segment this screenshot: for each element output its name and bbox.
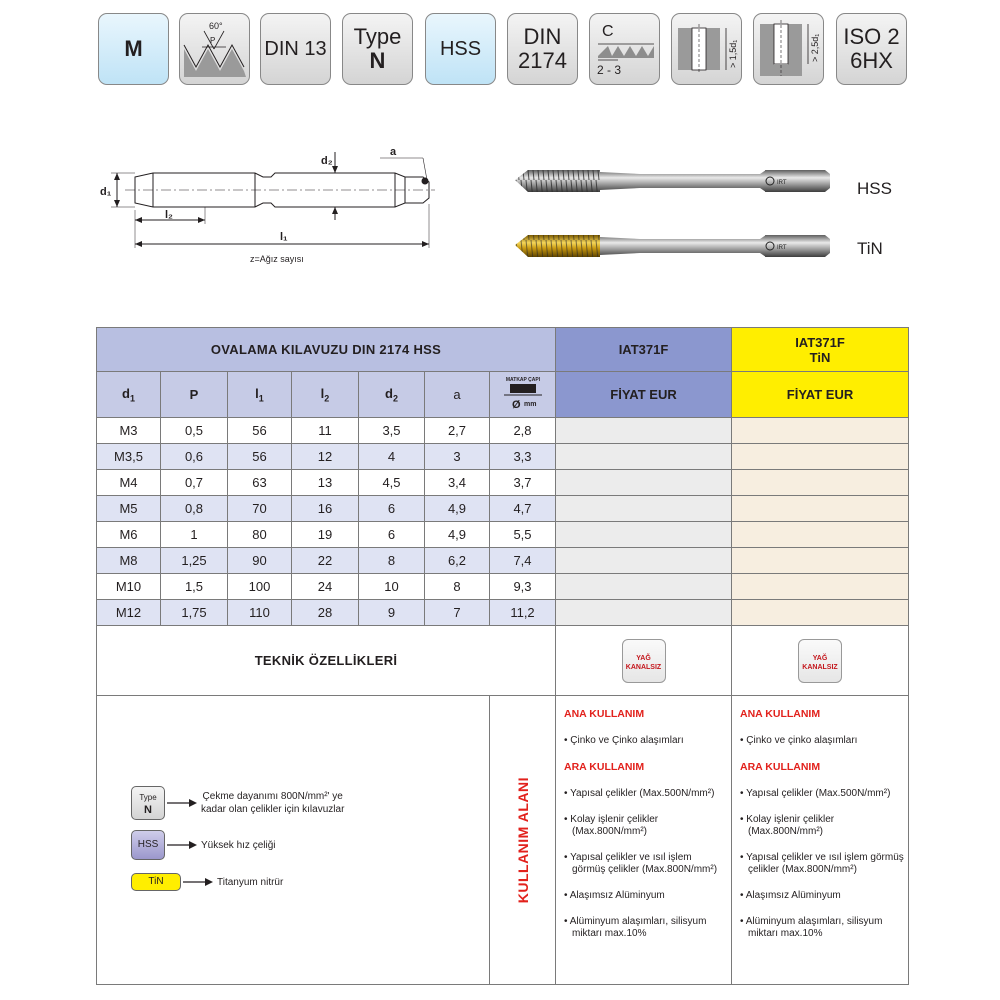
table-cell: 4,7: [490, 496, 556, 522]
usage-item: • Kolay işlenir çelikler (Max.800N/mm²): [564, 814, 727, 838]
iso-line1: ISO 2: [843, 24, 900, 49]
tech-features-title: TEKNİK ÖZELLİKLERİ: [97, 626, 556, 696]
legend-type: [131, 786, 344, 820]
table-cell: 24: [292, 574, 359, 600]
price-cell-product1: [556, 522, 732, 548]
secondary-usage-title: ARA KULLANIM: [564, 761, 645, 773]
chamfer-range: 2 - 3: [596, 63, 621, 77]
table-cell: 28: [292, 600, 359, 626]
table-cell: 7,4: [490, 548, 556, 574]
price-cell-product2: [732, 548, 909, 574]
through-hole-badge: [671, 13, 742, 85]
table-cell: 9: [359, 600, 425, 626]
arrow-right-icon: [167, 798, 197, 808]
table-title: OVALAMA KILAVUZU DIN 2174 HSS: [97, 328, 556, 372]
svg-text:MATKAP ÇAPI: MATKAP ÇAPI: [505, 377, 540, 383]
usage-item: • Çinko ve Çinko alaşımları: [564, 735, 727, 747]
type-label: Type: [353, 24, 402, 49]
din2174-line2: 2174: [518, 48, 567, 73]
price-cell-product2: [732, 600, 909, 626]
din2174-badge: [507, 13, 578, 85]
usage-area-label-cell: [490, 696, 556, 985]
col-drill: [490, 372, 556, 418]
table-cell: 2,8: [490, 418, 556, 444]
usage-area-label: KULLANIM ALANI: [514, 776, 531, 904]
col-a: a: [425, 372, 490, 418]
hss-brand: IRT: [777, 180, 787, 186]
col-d1: $d_1$: [97, 372, 161, 418]
thread-profile-badge: [179, 13, 250, 85]
price-header-2: FİYAT EUR: [732, 372, 909, 418]
table-cell: 4,9: [425, 522, 490, 548]
chamfer-icon: [592, 18, 658, 80]
product1-header: IAT371F: [556, 328, 732, 372]
main-usage-title: ANA KULLANIM: [740, 708, 821, 720]
table-cell: 3,3: [490, 444, 556, 470]
usage-column-2: [732, 696, 909, 985]
table-cell: 4,5: [359, 470, 425, 496]
price-cell-product2: [732, 418, 909, 444]
table-cell: 9,3: [490, 574, 556, 600]
main-usage-title: ANA KULLANIM: [564, 708, 645, 720]
tin-tap-photo: [515, 235, 830, 257]
table-cell: M5: [97, 496, 161, 522]
table-cell: 11,2: [490, 600, 556, 626]
metric-badge: [98, 13, 169, 85]
table-cell: 8: [425, 574, 490, 600]
drawing-caption: z=Ağız sayısı: [250, 254, 304, 264]
usage-item: • Yapısal çelikler ve ısıl işlem görmüş çelikler (Max.800N/mm²): [740, 852, 904, 876]
price-cell-product1: [556, 600, 732, 626]
table-cell: 19: [292, 522, 359, 548]
chamfer-letter: C: [601, 23, 614, 40]
table-cell: 13: [292, 470, 359, 496]
table-cell: M12: [97, 600, 161, 626]
usage-item: • Alüminyum alaşımları, silisyum miktarı max.10%: [564, 916, 727, 940]
price-cell-product1: [556, 470, 732, 496]
drill-diameter-icon: [498, 375, 548, 411]
table-cell: 90: [228, 548, 292, 574]
through-hole-icon: [674, 18, 740, 80]
hss-label: HSS: [439, 38, 482, 60]
table-cell: 63: [228, 470, 292, 496]
table-cell: 2,7: [425, 418, 490, 444]
table-cell: M3: [97, 418, 161, 444]
secondary-usage-title: ARA KULLANIM: [740, 761, 821, 773]
table-cell: 4,9: [425, 496, 490, 522]
usage-item: • Alaşımsız Alüminyum: [564, 890, 727, 902]
product2-coating: TiN: [809, 349, 831, 365]
legend-tin-text: Titanyum nitrür: [217, 876, 284, 888]
table-cell: 3,7: [490, 470, 556, 496]
din13-badge: [260, 13, 331, 85]
table-cell: 22: [292, 548, 359, 574]
table-cell: 56: [228, 418, 292, 444]
table-cell: 6: [359, 496, 425, 522]
legend: [97, 696, 489, 983]
iso-line2: 6HX: [850, 48, 893, 73]
table-cell: 5,5: [490, 522, 556, 548]
iso-badge: [836, 13, 907, 85]
price-header-1: FİYAT EUR: [556, 372, 732, 418]
price-cell-product1: [556, 418, 732, 444]
table-cell: 8: [359, 548, 425, 574]
price-cell-product2: [732, 574, 909, 600]
table-cell: 3,4: [425, 470, 490, 496]
legend-hss-badge: HSS: [131, 830, 165, 860]
tap-technical-drawing: [95, 140, 445, 270]
din2174-line1: DIN: [523, 24, 562, 49]
type-value: N: [369, 48, 386, 73]
table-cell: 11: [292, 418, 359, 444]
table-cell: 1,25: [161, 548, 228, 574]
thread-angle-text: 60°: [208, 21, 223, 31]
table-row: [97, 522, 909, 548]
product-photos: [510, 150, 900, 275]
table-cell: 6: [359, 522, 425, 548]
table-cell: 3,5: [359, 418, 425, 444]
depth2-text: > 2,5d₁: [809, 33, 820, 62]
table-row: [97, 574, 909, 600]
legend-tin: [131, 873, 283, 891]
arrow-right-icon: [183, 877, 213, 887]
product2-code: IAT371F: [795, 334, 845, 350]
col-l2: $l_2$: [292, 372, 359, 418]
table-cell: 1,5: [161, 574, 228, 600]
table-cell: 6,2: [425, 548, 490, 574]
table-row: [97, 418, 909, 444]
type-badge: [342, 13, 413, 85]
table-cell: 70: [228, 496, 292, 522]
chamfer-badge: [589, 13, 660, 85]
oil-free-stamp-2: YAĞ KANALSIZ: [798, 639, 842, 683]
price-cell-product1: [556, 444, 732, 470]
table-cell: 0,8: [161, 496, 228, 522]
stamp-cell-2: [732, 626, 909, 696]
legend-type-badge: Type N: [131, 786, 165, 820]
col-p: P: [161, 372, 228, 418]
blind-hole-badge: [753, 13, 824, 85]
table-cell: M4: [97, 470, 161, 496]
legend-tin-badge: TiN: [131, 873, 181, 891]
price-cell-product2: [732, 496, 909, 522]
table-cell: 10: [359, 574, 425, 600]
table-cell: 56: [228, 444, 292, 470]
usage-column-1: [556, 696, 732, 985]
d1-label: d₁: [100, 186, 112, 198]
table-cell: 12: [292, 444, 359, 470]
legend-cell: [97, 696, 490, 985]
table-cell: 110: [228, 600, 292, 626]
usage-item: • Kolay işlenir çelikler (Max.800N/mm²): [740, 814, 904, 838]
price-cell-product2: [732, 522, 909, 548]
hss-badge: [425, 13, 496, 85]
price-cell-product2: [732, 444, 909, 470]
table-cell: 100: [228, 574, 292, 600]
usage-item: • Yapısal çelikler (Max.500N/mm²): [564, 788, 727, 800]
table-cell: 3: [425, 444, 490, 470]
spec-badges: [98, 13, 910, 87]
price-cell-product2: [732, 470, 909, 496]
table-cell: 80: [228, 522, 292, 548]
legend-hss-text: Yüksek hız çeliği: [201, 839, 276, 851]
thread-pitch-text: P: [209, 36, 215, 45]
din13-label: DIN 13: [264, 38, 327, 60]
table-cell: 1,75: [161, 600, 228, 626]
usage-item: • Yapısal çelikler (Max.500N/mm²): [740, 788, 904, 800]
usage-item: • Alüminyum alaşımları, silisyum miktarı max.10%: [740, 916, 904, 940]
l2-label: l₂: [165, 209, 173, 221]
table-row: [97, 470, 909, 496]
hss-tap-photo: [515, 170, 830, 192]
table-cell: M8: [97, 548, 161, 574]
table-cell: 16: [292, 496, 359, 522]
legend-type-text: Çekme dayanımı 800N/mm²' ye kadar olan çelikler için kılavuzlar: [201, 791, 345, 815]
table-cell: 7: [425, 600, 490, 626]
tin-photo-label: TiN: [857, 239, 883, 258]
metric-label: M: [124, 36, 143, 61]
legend-hss: [131, 830, 275, 860]
a-label: a: [390, 146, 397, 158]
product2-header: [732, 328, 909, 372]
table-cell: M10: [97, 574, 161, 600]
svg-text:Ø: Ø: [511, 399, 521, 411]
table-row: [97, 600, 909, 626]
price-cell-product1: [556, 496, 732, 522]
table-cell: M6: [97, 522, 161, 548]
col-l1: $l_1$: [228, 372, 292, 418]
table-cell: 4: [359, 444, 425, 470]
price-cell-product1: [556, 548, 732, 574]
table-cell: 1: [161, 522, 228, 548]
depth1-text: > 1,5d₁: [727, 39, 738, 68]
usage-item: • Çinko ve çinko alaşımları: [740, 735, 904, 747]
stamp-cell-1: [556, 626, 732, 696]
tap-photos-image: [510, 150, 840, 275]
table-row: [97, 496, 909, 522]
price-cell-product1: [556, 574, 732, 600]
usage-item: • Yapısal çelikler ve ısıl işlem görmüş çelikler (Max.800N/mm²): [564, 852, 727, 876]
product-table: [96, 327, 909, 985]
tin-brand: IRT: [777, 245, 787, 251]
table-cell: 0,6: [161, 444, 228, 470]
usage-item: • Alaşımsız Alüminyum: [740, 890, 904, 902]
table-row: [97, 548, 909, 574]
table-cell: 0,7: [161, 470, 228, 496]
table-cell: 0,5: [161, 418, 228, 444]
svg-text:mm: mm: [523, 401, 536, 408]
l1-label: l₁: [280, 231, 288, 243]
col-d2: $d_2$: [359, 372, 425, 418]
table-cell: M3,5: [97, 444, 161, 470]
oil-free-stamp-1: YAĞ KANALSIZ: [622, 639, 666, 683]
hss-photo-label: HSS: [857, 179, 892, 198]
blind-hole-icon: [756, 18, 822, 80]
arrow-right-icon: [167, 840, 197, 850]
thread-profile-icon: [182, 19, 248, 79]
table-row: [97, 444, 909, 470]
d2-label: d₂: [321, 155, 333, 167]
